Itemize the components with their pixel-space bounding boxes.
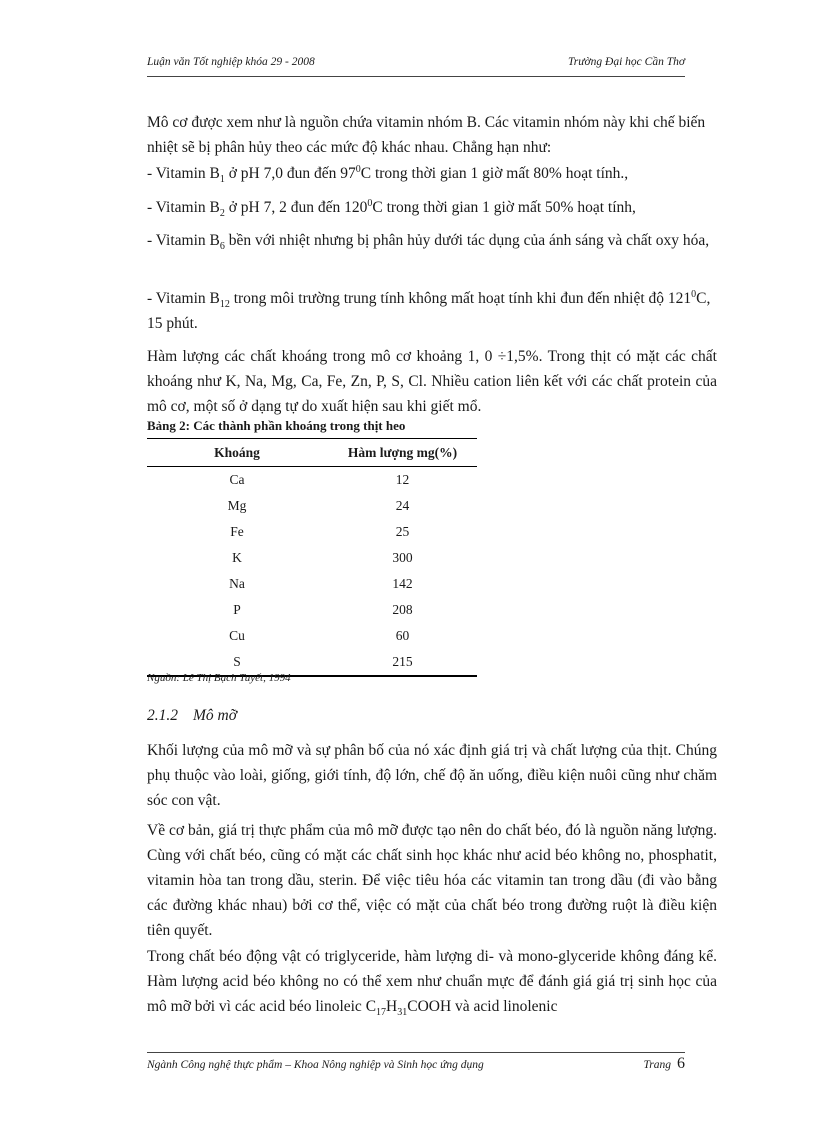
intro-paragraph: Mô cơ được xem như là nguồn chứa vitamin nhóm B. Các vitamin nhóm này khi chế biến nhiệt sẽ bị phân hủy theo các mức độ khác nhau. Chẳng hạn như:	[147, 114, 706, 156]
formula-sub-hydrogen: 31	[397, 1007, 408, 1019]
footer-department: Ngành Công nghệ thực phẩm – Khoa Nông nghiệp và Sinh học ứng dụng	[147, 1059, 484, 1071]
content-cell: 215	[328, 649, 477, 676]
table-row	[147, 545, 477, 571]
mineral-cell: K	[232, 550, 242, 565]
table-row	[147, 519, 477, 545]
fat-paragraph-1: Khối lượng của mô mỡ và sự phân bố của nó xác định giá trị và chất lượng của thịt. Chúng phụ thuộc vào loài, giống, giới tính, độ lớn, chế độ ăn uống, điều kiện nuôi cũng như chăm sóc con vật.	[147, 742, 717, 809]
vitamin-b12-line	[147, 286, 717, 336]
table-row	[147, 623, 477, 649]
table-row	[147, 467, 477, 494]
vitamin-b12-prefix: - Vitamin B	[147, 290, 220, 307]
vitamin-b12-tail: C, 15 phút.	[147, 290, 711, 332]
footer-page	[644, 1055, 686, 1073]
vitamin-b2-mid: ở pH 7, 2 đun đến 120	[224, 199, 368, 216]
fat-paragraph-2: Về cơ bản, giá trị thực phẩm của mô mỡ được tạo nên do chất béo, đó là nguồn năng lượng. Cùng với chất béo, cũng có mặt các chất sinh học khác như acid béo không no, phosphatit, vitamin hòa tan trong dầu, sterin. Để việc tiêu hóa các vitamin tan trong dầu (đi vào bằng các đường khác nhau) bởi cơ thể, việc có mặt của chất béo trong đường ruột là điều kiện tiên quyết.	[147, 822, 717, 939]
fat-paragraph-3	[147, 944, 717, 1019]
table-source: Nguồn: Lê Thị Bạch Tuyết, 1994	[147, 672, 291, 684]
vitamin-b2-prefix: - Vitamin B	[147, 199, 220, 216]
content-cell: 60	[395, 628, 410, 643]
vitamin-b1-mid: ở pH 7,0 đun đến 97	[224, 165, 356, 182]
vitamin-b12-sup: 0	[691, 288, 697, 300]
vitamin-b1-rest: C trong thời gian 1 giờ mất 80% hoạt tính.,	[360, 165, 629, 182]
vitamin-b1-line	[147, 161, 717, 186]
vitamin-b12-sub: 12	[219, 299, 230, 311]
vitamin-b6-prefix: - Vitamin B	[147, 232, 220, 249]
content-cell: 142	[392, 576, 413, 591]
vitamin-b6-line	[147, 228, 717, 253]
content-cell: 25	[395, 524, 410, 539]
page-footer	[147, 1052, 685, 1079]
minerals-paragraph: Hàm lượng các chất khoáng trong mô cơ khoảng 1, 0 ÷1,5%. Trong thịt có mặt các chất khoáng như K, Na, Mg, Ca, Fe, Zn, P, S, Cl. Nhiều cation liên kết với các chất protein của mô cơ, một số ở dạng tự do xuất hiện sau khi giết mổ.	[147, 348, 717, 415]
table-row	[147, 493, 477, 519]
table-row	[147, 597, 477, 623]
section-title: Mô mỡ	[193, 707, 238, 724]
column-header-content: Hàm lượng mg(%)	[328, 439, 477, 467]
mineral-cell: Cu	[229, 628, 245, 643]
mineral-cell: Fe	[230, 524, 244, 539]
section-number: 2.1.2	[147, 707, 178, 724]
page-label: Trang	[643, 1059, 671, 1071]
content-cell: 24	[395, 498, 410, 513]
table-caption: Bảng 2: Các thành phần khoáng trong thịt heo	[147, 418, 406, 433]
vitamin-b2-rest: C trong thời gian 1 giờ mất 50% hoạt tính,	[372, 199, 636, 216]
table-row	[147, 571, 477, 597]
mineral-cell: P	[233, 602, 241, 617]
vitamin-b2-line	[147, 195, 717, 220]
formula-sub-carbon: 17	[376, 1007, 387, 1019]
column-header-mineral: Khoáng	[147, 439, 328, 467]
section-heading	[147, 707, 237, 725]
content-cell: 300	[392, 550, 413, 565]
table-header-row	[147, 439, 477, 467]
mineral-cell: Na	[229, 576, 245, 591]
header-thesis-title: Luận văn Tốt nghiệp khóa 29 - 2008	[147, 56, 315, 68]
vitamin-b1-sup: 0	[355, 163, 361, 175]
fat-paragraph-3-text: Trong chất béo động vật có triglyceride, hàm lượng di- và mono-glyceride không đáng kể. Hàm lượng acid béo không no có thể xem như chuẩn mực để đánh giá giá trị sinh học của mô mỡ bởi vì các acid béo linoleic C	[147, 948, 717, 1015]
mineral-cell: S	[147, 649, 328, 676]
vitamin-b2-sub: 2	[219, 208, 225, 220]
vitamin-b1-sub: 1	[219, 174, 225, 186]
vitamin-b2-sup: 0	[367, 197, 373, 209]
fat-paragraph-3-end: COOH và acid linolenic	[407, 998, 558, 1015]
minerals-table	[147, 438, 477, 677]
vitamin-b6-sub: 6	[219, 241, 225, 253]
content-cell: 12	[395, 472, 410, 487]
vitamin-b6-rest: bền với nhiệt nhưng bị phân hủy dưới tác dụng của ánh sáng và chất oxy hóa,	[224, 232, 710, 249]
page-header	[147, 56, 685, 77]
header-university: Trường Đại học Cần Thơ	[568, 56, 685, 68]
content-cell: 208	[392, 602, 413, 617]
formula-hydrogen: H	[386, 998, 398, 1015]
vitamin-b12-rest: trong môi trường trung tính không mất hoạt tính khi đun đến nhiệt độ 121	[229, 290, 692, 307]
mineral-cell: Ca	[229, 472, 245, 487]
page-number: 6	[677, 1055, 685, 1072]
vitamin-b1-prefix: - Vitamin B	[147, 165, 220, 182]
mineral-cell: Mg	[227, 498, 247, 513]
